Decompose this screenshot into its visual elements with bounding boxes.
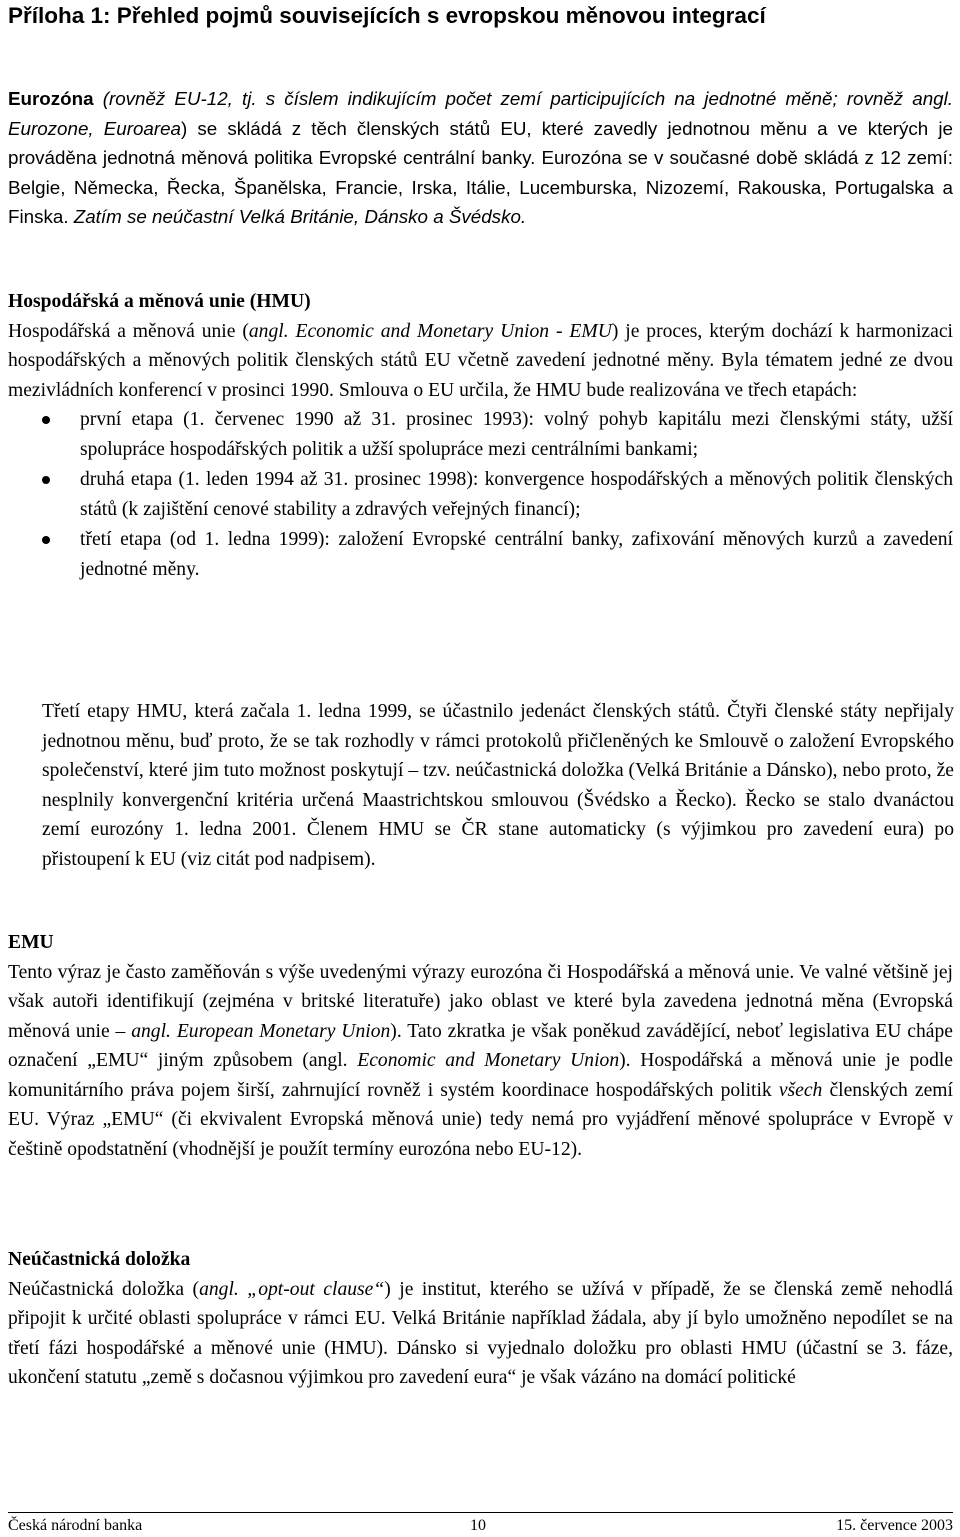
- eurozone-nonparticipants: Zatím se neúčastní Velká Británie, Dánsko a Švédsko.: [73, 206, 527, 227]
- page-title: Příloha 1: Přehled pojmů souvisejících s evropskou měnovou integrací: [8, 3, 766, 28]
- footer-publisher: Česká národní banka: [8, 1517, 143, 1534]
- hmu-text-b: ) je proces, kterým dochází k harmonizaci hospodářských a měnových politik členských států EU včetně zavedení jednotné měny. Byla tématem jedné ze dvou mezivládních konferencí v prosinci 1990. Smlouva o EU určila, že HMU bude realizována ve třech etapách:: [8, 320, 953, 401]
- hmu-italic-term: angl. Economic and Monetary Union - EMU: [248, 320, 612, 342]
- footer-divider: [8, 1512, 953, 1513]
- emu-section: [8, 928, 953, 1164]
- emu-text-d: členských zemí EU. Výraz „EMU“ (či ekvivalent Evropská měnová unie) tedy nemá pro vyjádření měnové spolupráce v Evropě v češtině opodstatnění (vhodnější je použít termíny eurozóna nebo EU-12).: [8, 1079, 953, 1160]
- optout-heading: Neúčastnická doložka: [8, 1249, 191, 1270]
- emu-italic-a: angl. European Monetary Union: [131, 1020, 391, 1042]
- hmu-text-a: Hospodářská a měnová unie (: [8, 320, 249, 342]
- eurozone-definition: ) se skládá z těch členských států EU, které zavedly jednotnou měnu a ve kterých je prováděna jednotná měnová politika Evropské centrální banky. Eurozóna se v současné době skládá z 12 zemí: Belgie, Německa, Řecka, Španělska, Francie, Irska, Itálie, Lucemburska, Nizozemí, Rakouska, Portugalska a Finska.: [8, 117, 953, 227]
- optout-paragraph: [8, 1275, 953, 1393]
- hmu-heading: Hospodářská a měnová unie (HMU): [8, 291, 311, 312]
- hmu-paragraph: [8, 317, 953, 406]
- eurozone-italic-intro: (rovněž EU-12, tj. s číslem indikujícím počet zemí participujících na jednotné měně; rovněž angl. Eurozone, Euroarea: [8, 88, 954, 139]
- eurozone-term: Eurozóna: [8, 88, 94, 109]
- hmu-stages-list: [8, 405, 953, 584]
- emu-italic-c: všech: [778, 1079, 823, 1101]
- footer-date: 15. července 2003: [836, 1517, 953, 1534]
- optout-text-a: Neúčastnická doložka (: [8, 1278, 200, 1300]
- emu-text-c: ). Hospodářská a měnová unie je podle komunitárního práva pojem širší, zahrnující rovněž i systém koordinace hospodářských politik: [8, 1050, 954, 1101]
- emu-text-b: ). Tato zkratka je však poněkud zavádějící, neboť legislativa EU chápe označení „EMU“ jiným způsobem (angl.: [8, 1020, 953, 1071]
- hmu-section: [8, 287, 953, 584]
- emu-heading: EMU: [8, 932, 54, 953]
- page-footer: [8, 1512, 953, 1537]
- list-item: druhá etapa (1. leden 1994 až 31. prosinec 1998): konvergence hospodářských a měnových politik členských států (k zajištění cenové stability a zdravých veřejných financí);: [8, 465, 953, 524]
- optout-text-b: ) je institut, kterého se užívá v případě, že se členská země nehodlá připojit k určité oblasti spolupráce v rámci EU. Velká Británie například žádala, aby jí bylo umožněno nepodílet se na třetí fázi hospodářské a měnové unie (HMU). Dánsko si vyjednalo doložku pro oblasti HMU (účastní se 3. fáze, ukončení statutu „země s dočasnou výjimkou pro zavedení eura“ je však vázáno na domácí politické: [8, 1278, 953, 1388]
- optout-italic: angl. „opt-out clause“: [199, 1278, 385, 1300]
- eurozone-paragraph: [8, 84, 953, 232]
- optout-section: [8, 1245, 953, 1393]
- emu-text-a: Tento výraz je často zaměňován s výše uvedenými výrazy eurozóna či Hospodářská a měnová unie. Ve valné většině jej však autoři identifikují (zejména v britské literatuře) jako oblast ve které byla zavedena jednotná měna (Evropská měnová unie –: [8, 961, 953, 1042]
- emu-paragraph: [8, 958, 953, 1165]
- list-item: první etapa (1. červenec 1990 až 31. prosinec 1993): volný pohyb kapitálu mezi členskými státy, užší spolupráce hospodářských politik a užší spolupráce mezi centrálními bankami;: [8, 405, 953, 464]
- emu-italic-b: Economic and Monetary Union: [357, 1050, 620, 1071]
- third-stage-paragraph: Třetí etapy HMU, která začala 1. ledna 1999, se účastnilo jedenáct členských států. Čtyři členské státy nepřijaly jednotnou měnu, buď proto, že se tak rozhodly v rámci protokolů přičleněných ke Smlouvě o založení Evropského společenství, které jim tuto možnost poskytují – tzv. neúčastnická doložka (Velká Británie a Dánsko), nebo proto, že nesplnily konvergenční kritéria určená Maastrichtskou smlouvou (Švédsko a Řecko). Řecko se stalo dvanáctou zemí eurozóny 1. ledna 2001. Členem HMU se ČR stane automaticky (s výjimkou pro zavedení eura) po přistoupení k EU (viz citát pod nadpisem).: [42, 701, 954, 870]
- page-number: 10: [470, 1517, 486, 1534]
- list-item: třetí etapa (od 1. ledna 1999): založení Evropské centrální banky, zafixování měnových kurzů a zavedení jednotné měny.: [8, 525, 953, 584]
